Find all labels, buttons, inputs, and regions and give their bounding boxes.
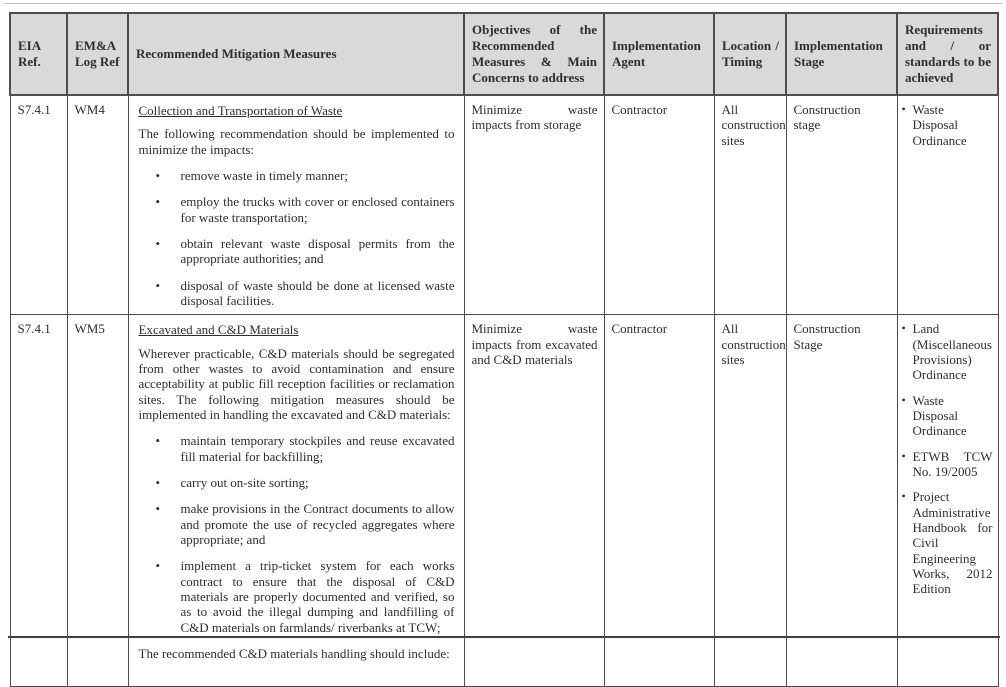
requirement-item [902,321,993,382]
cell-objectives: Minimize waste impacts from excavated and C&D materials [464,315,604,687]
measure-intro: Wherever practicable, C&D materials should be segregated from other wastes to avoid contamination and ensure acceptability at public fill reception facilities or reclamation sites. The following mitigation measures should be implemented in handling the excavated and C&D materials: [138,345,455,422]
requirement-text: Waste Disposal Ordinance [912,392,967,439]
measure-bullet-item [139,475,455,490]
bullet-icon: • [901,489,906,504]
bullet-icon: • [155,433,161,449]
cell-eia-ref: S7.4.1 [10,315,67,687]
bullet-icon: • [901,392,906,407]
measure-bullet-text: employ the trucks with cover or enclosed containers for waste transportation; [180,194,455,225]
bullet-icon: • [155,558,161,574]
measure-bullet-item [139,236,455,267]
requirement-item [902,102,993,148]
measure-bullet-text: carry out on-site sorting; [180,474,309,490]
cell-location-timing: All construction sites [714,315,786,687]
bullet-icon: • [155,235,161,251]
measure-bullet-item [139,194,455,225]
table-row-wm5 [10,315,998,687]
bullet-icon: • [155,194,161,210]
requirement-item [902,489,993,596]
cell-mitigation-measures [128,315,464,687]
header-objectives: Objectives of the Recommended Measures & Main Concerns to address [464,13,604,95]
measure-bullet-text: maintain temporary stockpiles and reuse excavated fill material for backfilling; [180,433,455,464]
requirement-item [902,449,993,480]
mitigation-schedule-table-wrapper [9,12,999,687]
header-location-timing: Location / Timing [714,13,786,95]
measure-bullet-text: obtain relevant waste disposal permits from the appropriate authorities; and [180,235,455,267]
requirement-text: Project Administrative Handbook for Civil Engineering Works, 2012 Edition [912,489,993,597]
cell-requirements [897,315,998,687]
bullet-icon: • [155,167,161,183]
table-row-wm4 [10,95,998,315]
mitigation-schedule-table [9,12,999,687]
page-cut-rule [8,636,1000,638]
measure-bullet-text: remove waste in timely manner; [180,167,349,183]
measure-title: Collection and Transportation of Waste [138,103,343,118]
cell-implementation-agent: Contractor [604,315,714,687]
measure-outro: The recommended C&D materials handling should include: [138,645,450,661]
measure-bullet-item [139,168,455,183]
bullet-icon: • [155,277,161,293]
measure-bullet-item [139,558,455,635]
bullet-icon: • [155,474,161,490]
measure-title: Excavated and C&D Materials [138,322,299,338]
header-implementation-agent: Implementation Agent [604,13,714,95]
header-requirements: Requirements and / or standards to be achieved [897,13,998,95]
bullet-icon: • [155,501,161,517]
bullet-icon: • [901,321,906,336]
requirement-text: Waste Disposal Ordinance [912,102,967,148]
measure-bullet-item [139,433,455,464]
cell-eia-ref: S7.4.1 [10,95,67,315]
requirement-item [902,393,993,439]
cell-ema-log-ref: WM5 [67,315,128,687]
cell-implementation-stage: Construction stage [786,95,897,315]
measure-bullet-item [139,501,455,547]
cell-ema-log-ref: WM4 [67,95,128,315]
cell-location-timing: All construction sites [714,95,786,315]
bullet-icon: • [901,102,906,116]
measure-bullet-text: disposal of waste should be done at licensed waste disposal facilities. [180,277,455,308]
header-implementation-stage: Implementation Stage [786,13,897,95]
cell-objectives: Minimize waste impacts from storage [464,95,604,315]
requirement-text: Land (Miscellaneous Provisions) Ordinance [912,321,992,383]
header-ema-log-ref: EM&A Log Ref [67,13,128,95]
bullet-icon: • [901,448,906,463]
header-row [10,13,998,95]
measure-intro: The following recommendation should be implemented to minimize the impacts: [138,126,455,157]
requirement-text: ETWB TCW No. 19/2005 [912,448,993,479]
measure-bullet-text: make provisions in the Contract documents to allow and promote the use of recycled aggregates where appropriate; and [180,501,455,547]
cell-mitigation-measures [128,95,464,315]
header-eia-ref: EIA Ref. [10,13,67,95]
cell-requirements [897,95,998,315]
cell-implementation-stage: Construction Stage [786,315,897,687]
previous-page-edge-rule [4,3,1002,4]
measure-bullet-text: implement a trip-ticket system for each works contract to ensure that the disposal of C&D materials are properly documented and verified, so as to avoid the illegal dumping and landfilling of C&D materials on farmlands/ riverbanks at TCW; [180,558,455,635]
header-recommended-mitigation-measures: Recommended Mitigation Measures [128,13,464,95]
measure-bullet-item [139,278,455,309]
cell-implementation-agent: Contractor [604,95,714,315]
